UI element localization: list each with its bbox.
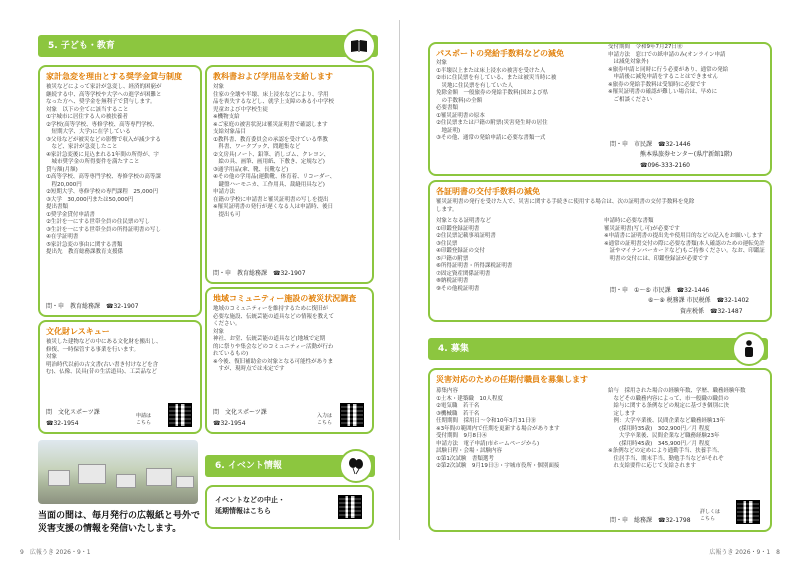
certificate-contact-3: 資産税係 ☎32-1487	[680, 308, 743, 315]
passport-body-left: 対象 ①半壊以上または床上浸水の被害を受けた人 ②市に住民票を有している、または被災当時に被 災地に住民票を有していた人 免除金額 一般旅券の発給手数料(国および県 の手数料)の全額 必要書類 ①罹災証明書の原本 ②住民票または戸籍の附票(災害発生時の居住 地証明) ③その他、通常の発給申請に必要な書類一式	[436, 60, 557, 141]
event-qr-code[interactable]	[338, 495, 362, 519]
certificate-contact-2: ⑥〜⑨ 税務課 市民税係 ☎32-1402	[648, 297, 750, 304]
recruit-box	[428, 368, 772, 532]
cultural-rescue-box	[38, 320, 202, 434]
section-title: 5. 子ども・教育	[48, 41, 115, 51]
event-notice-text: イベントなどの中止・ 延期情報はこちら	[215, 496, 285, 515]
community-body: 地域のコミュニティーを維持するために復旧が 必要な施設、伝統芸能の道具などの情報を教えて ください。 対象 神社、お堂、伝統芸能の道具など(地域で定期 的に祭りや集会などのコミュニティー活動が行わ れているもの) ※今後、復旧補助金の対象となる可能性がありま すが、現時点では未定です	[213, 306, 335, 372]
recruit-body-left: 募集内容 ①土木・建築職 10人程度 ②電気職 若干名 ③機械職 若干名 任期期間 採用日〜令和10年3月31日㊎ ※3年間の範囲内で任期を更新する場合があります 受付期間 9月8日㊍ 申請方法 電子申請(市ホームページから) 試験日程・会場・試験内容 ①第1次試験 書類選考 ②第2次試験 9月19日㊏・宇城市役所・個別面接	[436, 388, 560, 469]
passport-contact-center: 熊本県旅券センター(県庁新館1階)	[640, 151, 733, 158]
section-header-recruitment	[428, 338, 768, 360]
textbook-body: 対象 住家の全壊や半壊、床上浸水などにより、学用 品を喪失するなどし、就学上支障のある小中学校 児童および中学校生徒 ※機物支給 ※ご家庭の被害状況は罹災証明書で確認します 支給対象品目 ①教科書、教育委員会の承認を受けている準教 科書、ワークブック、問題集など ②文房具(ノート、鉛筆、消しゴム、クレヨン、 絵の具、画筆、画用紙、下敷き、定規など) ③通学用品(傘、靴、長靴など) ④その他の学用品(運動靴、体育着、リコーダー、 鍵盤ハーモニカ、工作用具、裁縫用具など) 申請方法 在籍の学校に申請書と罹災証明書の写しを提出 ※罹災証明書の発行が遅くなる人は申請時、後日 提出も可	[213, 84, 336, 218]
recruit-body-right: 給与 採用された場合の経験年数、学歴、職務経験年数 などその職務内容によって、市一般職の職員の 給与に関する条例などの規定に基づき個別に決 定します 例：大学卒業後、民間企業など職務経験13年 (採用時35歳) 302,900円／月 程度 大学卒業後、民間企業など職務経験23年 (採用時45歳) 345,900円／月 程度 ※条例などの定めにより通勤手当、扶養手当、 住居手当、期末手当、勤勉手当などがそれぞ れ支給要件に応じて支給されます	[608, 388, 746, 469]
person-icon	[732, 332, 766, 366]
event-notice-box	[205, 485, 374, 529]
photo-caption: 当面の間は、毎月発行の広報紙と号外で 災害支援の情報を発信いたします。	[38, 511, 201, 534]
passport-box	[428, 42, 772, 176]
scholarship-box	[38, 65, 202, 317]
certificate-body-left: 対象となる証明書など ①印鑑登録証明書 ②住民票記載事項証明書 ③住民票 ④印鑑登録証の交付 ⑤戸籍の附票 ⑥所得証明書・所得課税証明書 ⑦固定資産関係証明書 ⑧納税証明書 ⑨その他税証明書	[436, 218, 513, 292]
community-contact-dept: 問 文化スポーツ課	[213, 409, 267, 416]
section-title: 4. 募集	[438, 344, 469, 354]
certificate-box	[428, 180, 772, 322]
cultural-contact-phone: ☎32-1954	[46, 420, 79, 427]
certificate-contact-1: 問・申 ①〜⑤ 市民課 ☎32-1446	[610, 287, 710, 294]
textbook-box	[205, 65, 374, 284]
certificate-title: 各証明書の交付手数料の減免	[436, 187, 540, 196]
cultural-apply-label: 申請は こちら	[136, 413, 152, 426]
passport-title: パスポートの発給手数料などの減免	[436, 49, 564, 58]
community-title: 地域コミュニティー施設の被災状況調査	[213, 294, 357, 303]
recruit-qr-code[interactable]	[736, 500, 760, 524]
community-contact-phone: ☎32-1954	[213, 420, 246, 427]
right-page	[400, 0, 800, 566]
book-icon	[342, 29, 376, 63]
section-header-children-education	[38, 35, 378, 57]
recruit-contact: 問・申 総務課 ☎32-1798	[610, 517, 691, 524]
passport-contact-city: 問・申 市民課 ☎32-1446	[610, 141, 691, 148]
recruit-title: 災害対応のための任期付職員を募集します	[436, 375, 588, 384]
passport-body-right: 受付期間 令和9年7月27日㊎ 申請方法 窓口での紙申請のみ(オンライン申請 は減免対象外) ※旅券申請と同時に行う必要があり、通常の発給 申請後に減免申請をすることはできません ※旅券の発給手数料は受領時に必要です ※罹災証明書の確認が難しい場合は、早めに ご相談ください	[608, 44, 729, 103]
recruit-apply-label: 詳しくは こちら	[700, 509, 721, 522]
scholarship-body: 被災などによって家計が急変し、経済的困窮が 継続する中、高等学校や大学への進学が困難と なった方へ、奨学金を無利子で貸与します。 対象 以下の全てに該当すること ①宇城市に居住する人の被扶養者 ②学校(高等学校、専修学校、高等専門学校、 短期大学、大学)に在学している ③父母などが被災などの影響で収入が減少する など、家計が急変したこと ④家計急変後に見込まれる1年間の所得が、宇 城市奨学金の所得要件を満たすこと 貸与額(月額) ①高等学校、高等専門学校、専修学校の高等課 程20,000円 ②短期大学、専修学校の専門課程 25,000円 ③大学 30,000円または50,000円 提出書類 ①奨学金貸付申請書 ②生計を一にする世帯全員の住民票の写し ③生計を一にする世帯全員の所得証明書の写し ④在学証明書 ⑤家計急変の事由に関する書類 提出先 教育総務課教育支援係	[46, 84, 162, 255]
cultural-qr-code[interactable]	[168, 403, 192, 427]
community-box	[205, 287, 374, 434]
cultural-body: 被災した建物などの中にある文化財を搬出し、 修復、一時保管する事業を行います。 対象 明治時代以前の古文書(古い書き付けなどを含 む)、仏像、民具(昔の生活道具)、工芸品など	[46, 339, 162, 375]
passport-contact-phone: ☎096-333-2160	[640, 162, 690, 169]
community-apply-label: 入力は こちら	[317, 413, 333, 426]
scholarship-title: 家計急変を理由とする奨学金貸与制度	[46, 72, 182, 81]
cultural-contact-dept: 問 文化スポーツ課	[46, 409, 100, 416]
disaster-area-photo	[38, 440, 198, 504]
balloon-icon	[339, 449, 373, 483]
certificate-intro: 罹災証明書の発行を受けた人で、災害に関する手続きに使用する場合は、次の証明書の交付手数料を免除 します。	[436, 199, 695, 213]
certificate-body-right: 申請時に必要な書類 罹災証明書(写し可)が必要です ※申請書に証明書の提出先や使用目的などの記入をお願いします ※通常の証明書交付の際に必要な書類(本人確認のための運転免許 証やマイナンバーカードなど)もご持参ください。なお、印鑑証 明書の交付には、印鑑登録証が必要です	[604, 218, 765, 262]
page-number-right: 広報うき 2026・9・1 8	[709, 549, 780, 556]
section-header-events	[205, 455, 375, 477]
textbook-title: 教科書および学用品を支給します	[213, 72, 333, 81]
scholarship-contact: 問・申 教育総務課 ☎32-1907	[46, 303, 139, 310]
page-number-left: 9 広報うき 2026・9・1	[20, 549, 91, 556]
textbook-contact: 問・申 教育総務課 ☎32-1907	[213, 270, 306, 277]
cultural-title: 文化財レスキュー	[46, 327, 110, 336]
community-qr-code[interactable]	[340, 403, 364, 427]
section-title: 6. イベント情報	[215, 461, 282, 471]
